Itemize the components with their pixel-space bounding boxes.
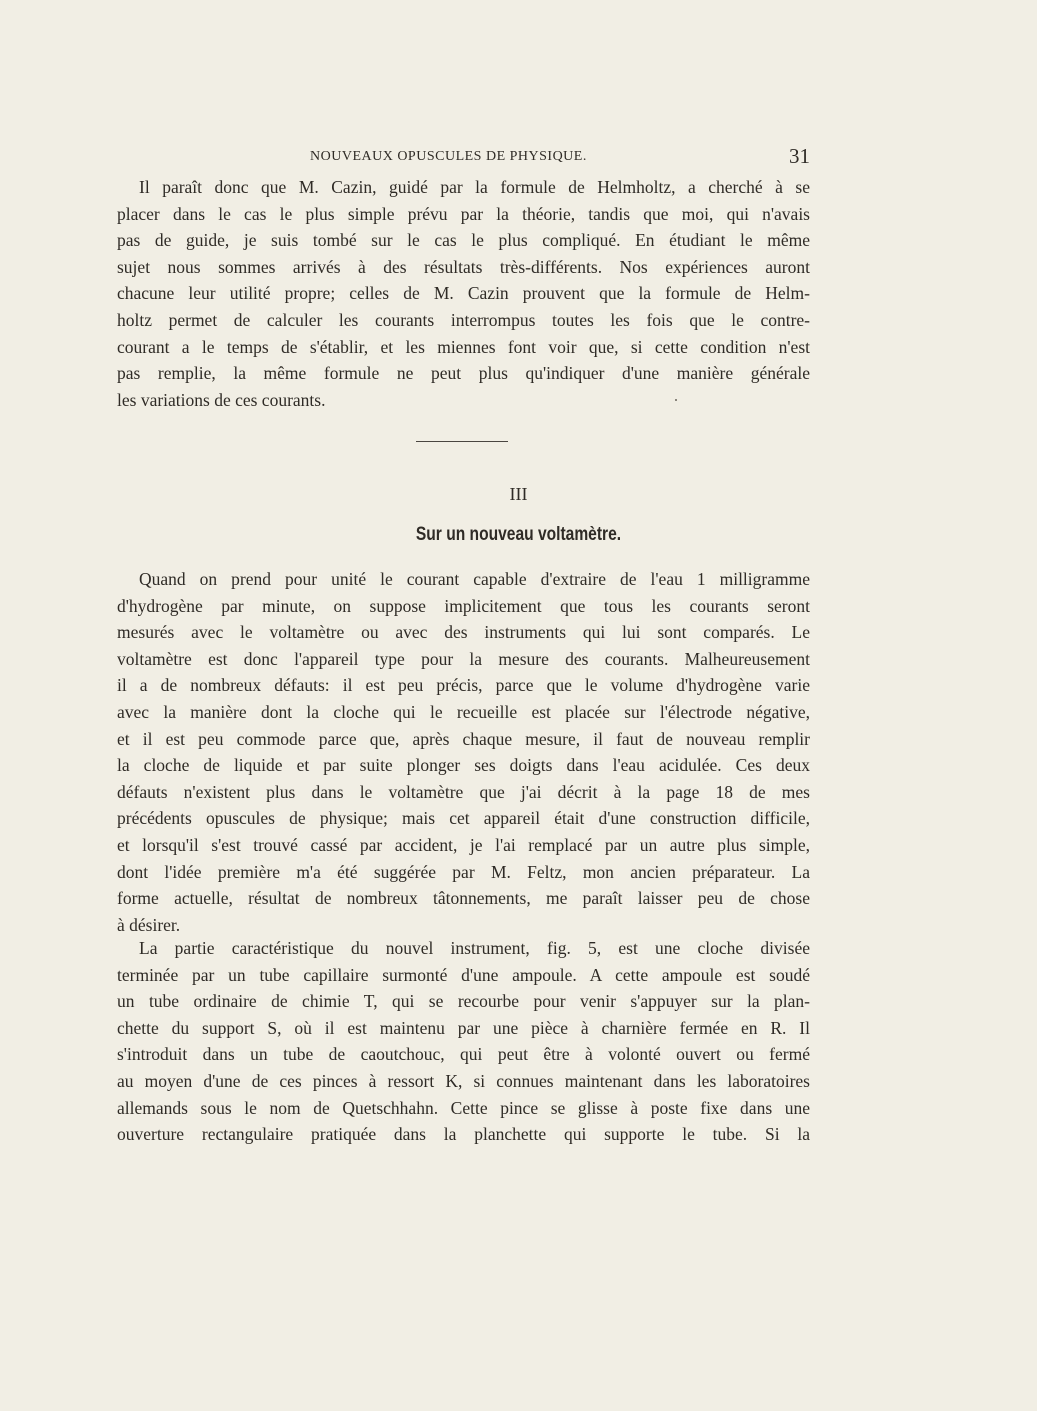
text-line: sujet nous sommes arrivés à des résultats très-différents. Nos expériences auront — [117, 256, 810, 277]
text-line: s'introduit dans un tube de caoutchouc, qui peut être à volonté ouvert ou fermé — [117, 1044, 810, 1065]
text-line: la cloche de liquide et par suite plonger ses doigts dans l'eau acidulée. Ces deux — [117, 755, 810, 776]
text-line: ouverture rectangulaire pratiquée dans la planchette qui supporte le tube. Si la — [117, 1124, 810, 1145]
text-line: précédents opuscules de physique; mais cet appareil était d'une construction difficile, — [117, 808, 810, 829]
text-line: et il est peu commode parce que, après chaque mesure, il faut de nouveau remplir — [117, 728, 810, 749]
running-head — [117, 146, 810, 168]
text-line: il a de nombreux défauts: il est peu précis, parce que le volume d'hydrogène varie — [117, 675, 810, 696]
paragraph-1 — [117, 174, 810, 413]
text-line: terminée par un tube capillaire surmonté d'une ampoule. A cette ampoule est soudé — [117, 964, 810, 985]
text-line: allemands sous le nom de Quetschhahn. Cette pince se glisse à poste fixe dans une — [117, 1097, 810, 1118]
text-line: avec la manière dont la cloche qui le recueille est placée sur l'électrode négative, — [117, 701, 810, 722]
section-title: Sur un nouveau voltamètre. — [415, 524, 622, 545]
text-line: La partie caractéristique du nouvel instrument, fig. 5, est une cloche divisée — [139, 938, 810, 958]
text-line: chacune leur utilité propre; celles de M. Cazin prouvent que la formule de Helm- — [117, 283, 810, 304]
text-line: à désirer. — [117, 914, 181, 935]
text-line: au moyen d'une de ces pinces à ressort K, si connues maintenant dans les laboratoires — [117, 1070, 810, 1091]
text-line: pas remplie, la même formule ne peut plus qu'indiquer d'une manière générale — [117, 363, 810, 384]
text-line: mesurés avec le voltamètre ou avec des instruments qui lui sont comparés. Le — [117, 622, 810, 643]
text-line: Il paraît donc que M. Cazin, guidé par la formule de Helmholtz, a cherché à se — [139, 177, 810, 197]
section-divider — [416, 441, 508, 442]
section-number: III — [509, 484, 528, 504]
text-line: placer dans le cas le plus simple prévu par la théorie, tandis que moi, qui n'avais — [117, 203, 810, 224]
running-title: NOUVEAUX OPUSCULES DE PHYSIQUE. — [310, 149, 587, 164]
print-speck — [675, 399, 677, 401]
text-line: défauts n'existent plus dans le voltamètre que j'ai décrit à la page 18 de mes — [117, 781, 810, 802]
text-line: pas de guide, je suis tombé sur le cas le plus compliqué. En étudiant le même — [117, 230, 810, 251]
text-line: d'hydrogène par minute, on suppose implicitement que tous les courants seront — [117, 595, 810, 616]
text-line: un tube ordinaire de chimie T, qui se recourbe pour venir s'appuyer sur la plan- — [117, 991, 810, 1012]
text-line: Quand on prend pour unité le courant capable d'extraire de l'eau 1 milligramme — [139, 569, 810, 589]
text-line: holtz permet de calculer les courants interrompus toutes les fois que le contre- — [117, 309, 810, 330]
paragraph-2 — [117, 566, 810, 938]
text-line: forme actuelle, résultat de nombreux tâtonnements, me paraît laisser peu de chose — [117, 888, 810, 909]
text-line: dont l'idée première m'a été suggérée par M. Feltz, mon ancien préparateur. La — [117, 861, 810, 882]
text-line: chette du support S, où il est maintenu par une pièce à charnière fermée en R. Il — [117, 1017, 810, 1038]
text-line: et lorsqu'il s'est trouvé cassé par accident, je l'ai remplacé par un autre plus simple, — [117, 834, 810, 855]
text-line: courant a le temps de s'établir, et les miennes font voir que, si cette condition n'est — [117, 336, 810, 357]
text-line: voltamètre est donc l'appareil type pour la mesure des courants. Malheureusement — [117, 648, 810, 669]
text-line: les variations de ces courants. — [117, 389, 326, 410]
page-number: 31 — [789, 144, 810, 168]
paragraph-3 — [117, 935, 810, 1148]
